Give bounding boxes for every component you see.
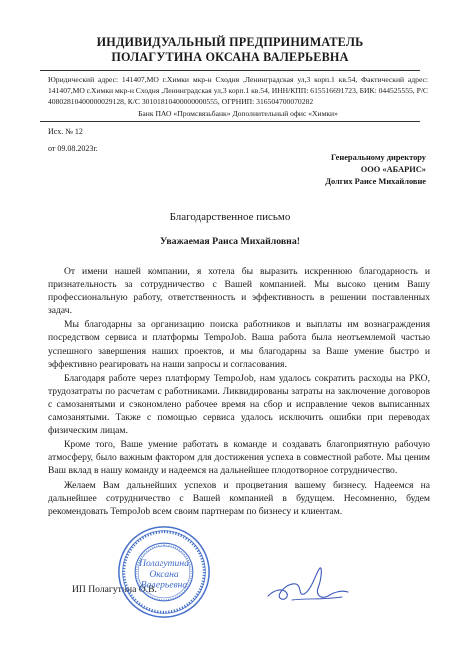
letter-body bbox=[48, 265, 430, 518]
document-title: Благодарственное письмо bbox=[169, 211, 291, 223]
bank-name: Банк ПАО «Промсвязьбанк» Дополнительный офис «Химки» bbox=[138, 108, 338, 118]
paragraph: От имени нашей компании, я хотела бы выразить искреннюю благодарность и признательность за сотрудничество с Вашей компанией. Мы высоко ценим Вашу профессиональную работу, ответственность и эффективность в решении поставленных задач. bbox=[48, 266, 430, 317]
salutation: Уважаемая Раиса Михайловна! bbox=[160, 236, 300, 247]
handwritten-signature-icon bbox=[262, 560, 352, 610]
addressee-position: Генеральному директору bbox=[330, 153, 426, 162]
letter-date: от 09.08.2023г. bbox=[48, 144, 98, 153]
header-title-line2: ПОЛАГУТИНА ОКСАНА ВАЛЕРЬЕВНА bbox=[111, 50, 349, 64]
header-divider-bottom bbox=[40, 121, 420, 122]
addressee-block bbox=[256, 152, 426, 188]
requisites-text: Юридический адрес: 141407,МО г.Химки мкр-н Сходня ,Ленинградская ул,3 корп.1 кв.54, Фактический адрес: 141407,МО г.Химки мкр-н Сходня ,Ленинградская ул,3 корп.1 кв.54, ИНН/КПП: 615516691723, БИК: 044525555, Р/С 40802810400000029128, К/С 30101810400000000555, ОГРНИП: 316504700070282 bbox=[48, 75, 428, 107]
header-divider-top bbox=[40, 70, 420, 71]
stamp-text-line2: Оксана bbox=[149, 568, 179, 580]
company-requisites bbox=[48, 74, 428, 119]
addressee-name: Долгих Раисе Михайловне bbox=[325, 177, 426, 186]
header-title-line1: ИНДИВИДУАЛЬНЫЙ ПРЕДПРИНИМАТЕЛЬ bbox=[96, 35, 364, 49]
paragraph: Благодаря работе через платформу TempoJob, нам удалось сократить расходы на РКО, трудозатраты по расчетам с работниками. Ликвидированы затраты на заключение договоров с самозанятыми и сэкономлено рабочее время на сбор и исправление чеков выписанных самозанятыми. Также с помощью сервиса удалось исключить ошибки при переводах физическим лицам. bbox=[48, 372, 430, 437]
paragraph: Мы благодарны за организацию поиска работников и выплаты им вознаграждения посредством сервиса и платформы TempoJob. Ваша работа была неотъемлемой частью успешного завершения наших проектов, и мы благодарны за Ваше умение быстро и эффективно реагировать на наши запросы и согласования. bbox=[48, 319, 430, 370]
paragraph: Кроме того, Ваше умение работать в команде и создавать благоприятную рабочую атмосферу, было важным фактором для достижения успеха в совместной работе. Мы ценим Ваш вклад в нашу команду и надеемся на дальнейшее плодотворное сотрудничество. bbox=[48, 439, 430, 477]
stamp-text-line1: Полагутина bbox=[139, 558, 189, 570]
outgoing-number: Исх. № 12 bbox=[48, 127, 83, 136]
company-stamp-icon bbox=[116, 524, 212, 620]
stamp-text-line3: Валерьевна bbox=[140, 579, 188, 591]
paragraph: Желаем Вам дальнейших успехов и процветания вашему бизнесу. Надеемся на дальнейшее сотрудничество с Вашей компанией в будущем. Несомненно, будем рекомендовать TempoJob всем своим партнерам по бизнесу и клиентам. bbox=[48, 479, 430, 517]
addressee-company: ООО «АБАРИС» bbox=[360, 165, 426, 174]
signatory: ИП Полагутина О.В. bbox=[72, 584, 157, 595]
